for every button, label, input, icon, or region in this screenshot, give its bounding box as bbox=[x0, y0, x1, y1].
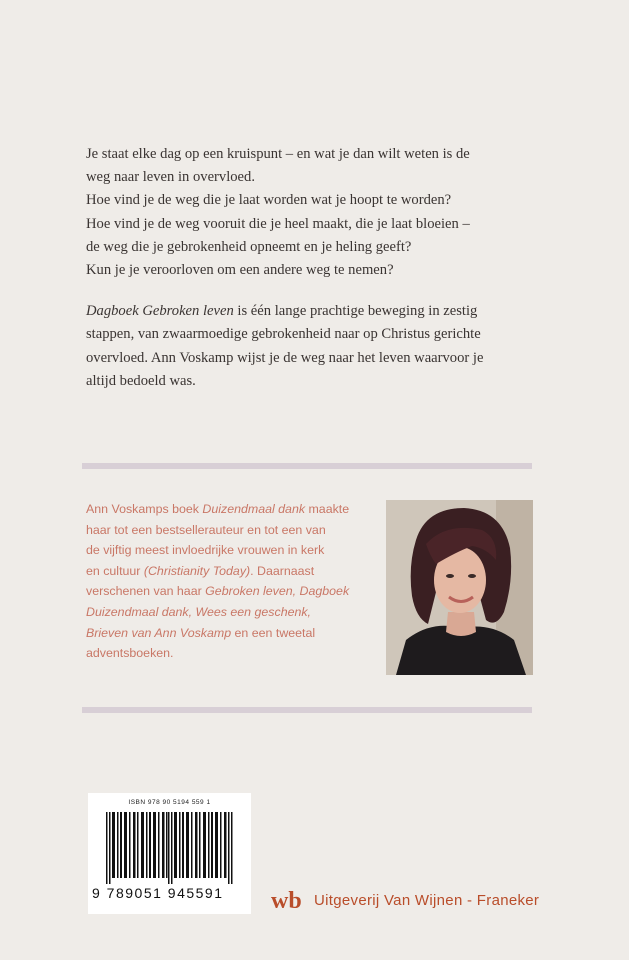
bio-book-title: Duizendmaal dank, Wees een geschenk, bbox=[86, 604, 312, 619]
bio-text: en cultuur bbox=[86, 563, 144, 578]
isbn-digits: 9 789051 945591 bbox=[92, 885, 224, 901]
blurb-line: Hoe vind je de weg vooruit die je heel maakt, die je laat bloeien – bbox=[86, 215, 470, 232]
blurb-line: overvloed. Ann Voskamp wijst je de weg naar het leven waarvoor je bbox=[86, 349, 484, 366]
bio-text: . Daarnaast bbox=[250, 563, 315, 578]
blurb-line: altijd bedoeld was. bbox=[86, 372, 196, 389]
bio-text: Ann Voskamps boek bbox=[86, 502, 203, 516]
blurb-line: Je staat elke dag op een kruispunt – en wat je dan wilt weten is de bbox=[86, 146, 470, 162]
bio-book-title: Duizendmaal dank bbox=[202, 502, 306, 516]
author-photo bbox=[386, 500, 533, 675]
divider-bottom bbox=[82, 707, 532, 713]
bio-text: de vijftig meest invloedrijke vrouwen in kerk bbox=[86, 543, 325, 558]
blurb-line: weg naar leven in overvloed. bbox=[86, 169, 255, 186]
blurb-line: de weg die je gebrokenheid opneemt en je heling geeft? bbox=[86, 238, 412, 255]
author-bio bbox=[86, 499, 371, 664]
bio-text: maakte bbox=[305, 502, 350, 516]
bio-book-title: Brieven van Ann Voskamp bbox=[86, 625, 232, 640]
barcode-bars bbox=[106, 812, 234, 884]
blurb-paragraph-2 bbox=[86, 300, 556, 393]
bio-book-title: Gebroken leven, Dagboek bbox=[205, 584, 350, 599]
bio-text: haar tot een bestsellerauteur en tot een van bbox=[86, 522, 326, 537]
blurb-line: stappen, van zwaarmoedige gebrokenheid naar op Christus gerichte bbox=[86, 326, 481, 343]
isbn-label: ISBN 978 90 5194 559 1 bbox=[128, 799, 211, 806]
publisher-name: Uitgeverij Van Wijnen - Franeker bbox=[314, 891, 540, 909]
publisher-logo-icon bbox=[271, 887, 307, 913]
blurb-line: Hoe vind je de weg die je laat worden wat je hoopt te worden? bbox=[86, 192, 452, 209]
blurb-line: Kun je je veroorloven om een andere weg te nemen? bbox=[86, 262, 394, 279]
bio-text: en een tweetal bbox=[231, 625, 316, 640]
blurb-line: is één lange prachtige beweging in zestig bbox=[233, 303, 478, 320]
blurb-text bbox=[86, 143, 556, 393]
isbn-barcode bbox=[88, 793, 251, 914]
publisher-imprint bbox=[271, 885, 539, 915]
publisher-logo-text: wb bbox=[271, 888, 302, 913]
divider-top bbox=[82, 463, 532, 469]
book-title: Dagboek Gebroken leven bbox=[86, 303, 234, 320]
bio-source: (Christianity Today) bbox=[143, 563, 251, 578]
blurb-paragraph-1 bbox=[86, 143, 556, 282]
bio-text: verschenen van haar bbox=[86, 584, 206, 599]
bio-text: adventsboeken. bbox=[86, 646, 174, 661]
